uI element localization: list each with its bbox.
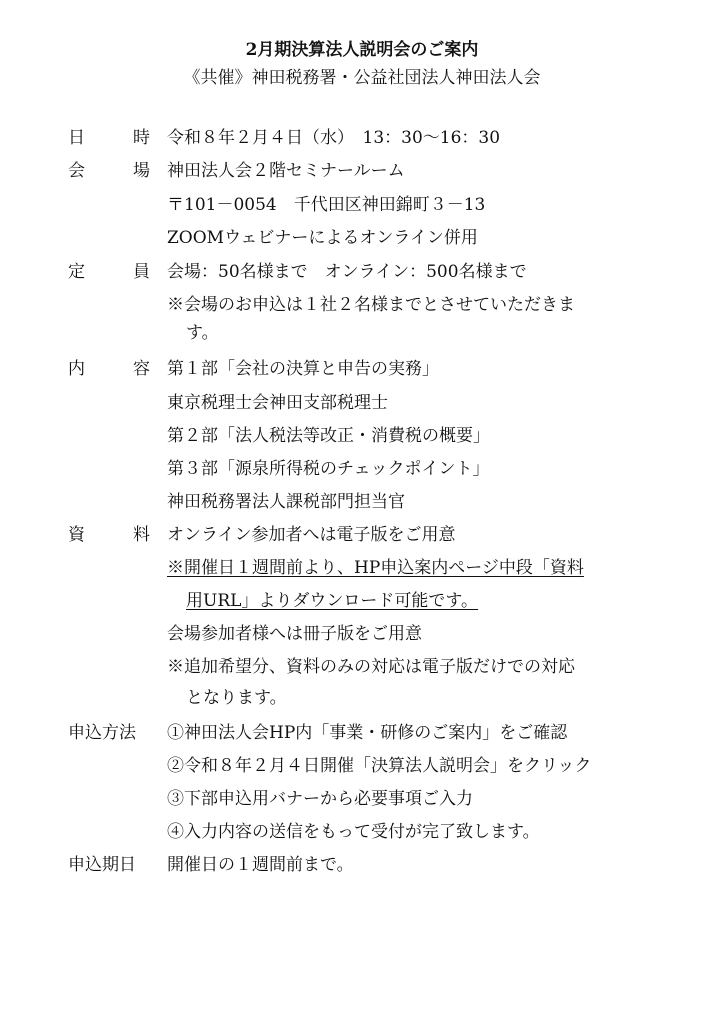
datetime-line: 令和８年２月４日（水） 13：30～16：30 <box>167 128 501 148</box>
materials-online: オンライン参加者へは電子版をご用意 <box>167 525 456 545</box>
venue-address: 〒101－0054 千代田区神田錦町３－13 <box>167 195 486 215</box>
label-char: 定 <box>68 262 85 282</box>
method-step3: ③下部申込用バナーから必要事項ご入力 <box>167 789 473 809</box>
capacity-line: 会場：50名様まで オンライン：500名様まで <box>167 262 527 282</box>
method-step2: ②令和８年２月４日開催「決算法人説明会」をクリック <box>167 756 592 776</box>
label-venue <box>68 160 150 182</box>
materials-download-note: ※開催日１週間前より、HP申込案内ページ中段「資料 <box>167 558 584 578</box>
venue-line: 神田法人会２階セミナールーム <box>167 161 405 181</box>
capacity-note: ※会場のお申込は１社２名様までとさせていただきま <box>167 295 575 315</box>
label-char: 場 <box>133 161 150 181</box>
document-subtitle: 《共催》神田税務署・公益社団法人神田法人会 <box>183 68 541 88</box>
venue-online: ZOOMウェビナーによるオンライン併用 <box>167 228 478 248</box>
content-speaker2: 神田税務署法人課税部門担当官 <box>167 492 405 512</box>
document-title: 2月期決算法人説明会のご案内 <box>245 40 479 60</box>
label-materials <box>68 524 150 546</box>
label-char: 会 <box>68 161 85 181</box>
label-content <box>68 358 150 380</box>
content-part3: 第３部「源泉所得税のチェックポイント」 <box>167 459 490 479</box>
label-datetime <box>68 127 150 149</box>
method-step1: ①神田法人会HP内「事業・研修のご案内」をご確認 <box>167 723 568 743</box>
label-application-deadline: 申込期日 <box>68 855 136 875</box>
label-char: 内 <box>68 359 85 379</box>
materials-download-note-cont: 用URL」よりダウンロード可能です。 <box>186 591 479 611</box>
label-char: 員 <box>133 262 150 282</box>
materials-extra-note-cont: となります。 <box>186 688 287 708</box>
materials-extra-note: ※追加希望分、資料のみの対応は電子版だけでの対応 <box>167 657 575 677</box>
label-char: 日 <box>68 128 85 148</box>
label-char: 資 <box>68 525 85 545</box>
content-part2: 第２部「法人税法等改正・消費税の概要」 <box>167 426 490 446</box>
label-char: 時 <box>133 128 150 148</box>
deadline-line: 開催日の１週間前まで。 <box>167 855 354 875</box>
materials-venue: 会場参加者様へは冊子版をご用意 <box>167 624 422 644</box>
capacity-note-cont: す。 <box>186 323 219 343</box>
label-application-method: 申込方法 <box>68 723 136 743</box>
content-part1: 第１部「会社の決算と申告の実務」 <box>167 359 439 379</box>
label-capacity <box>68 261 150 283</box>
label-char: 容 <box>133 359 150 379</box>
content-speaker1: 東京税理士会神田支部税理士 <box>167 393 388 413</box>
label-char: 料 <box>133 525 150 545</box>
method-step4: ④入力内容の送信をもって受付が完了致します。 <box>167 822 540 842</box>
